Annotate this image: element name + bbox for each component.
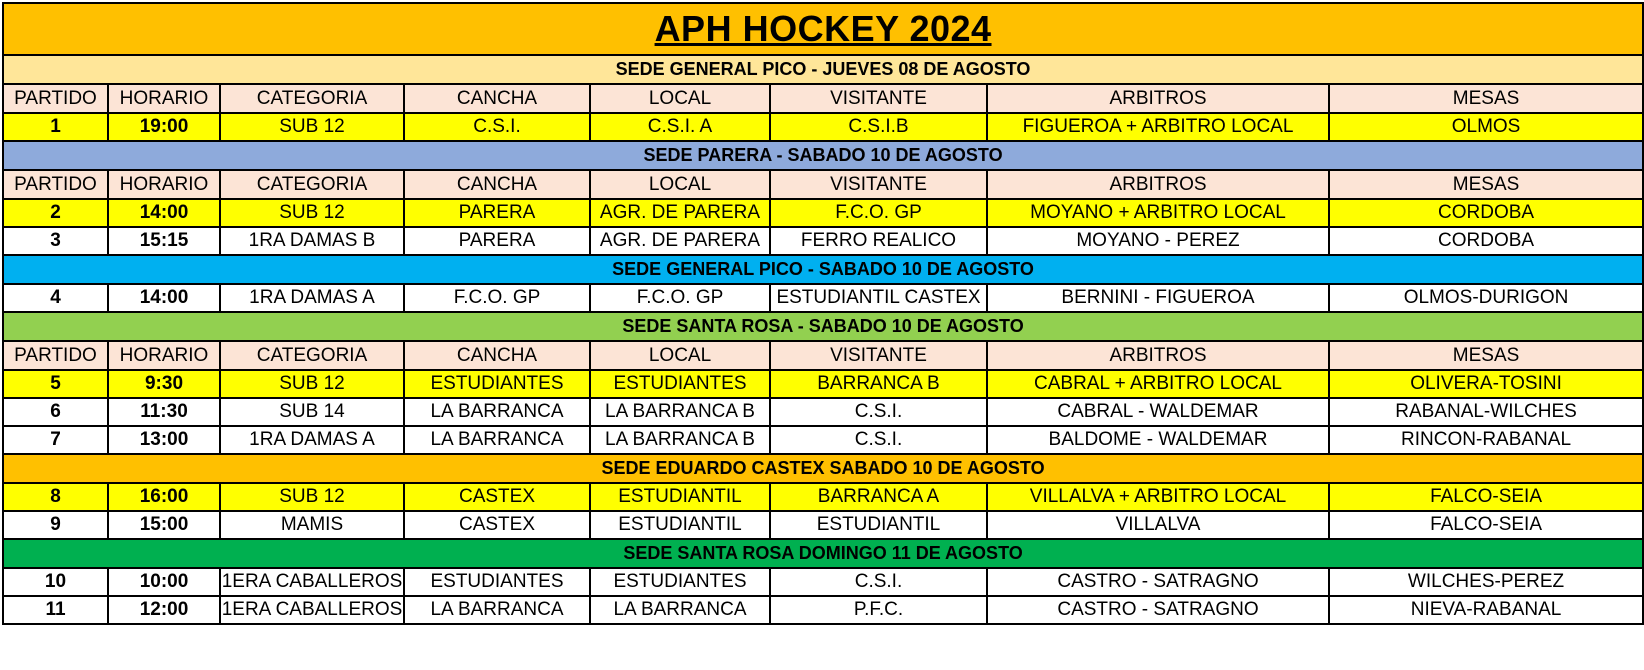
cell-horario: 11:30 (108, 398, 220, 426)
match-row (3, 426, 1643, 454)
page-title: APH HOCKEY 2024 (3, 3, 1643, 55)
cell-partido: 2 (3, 199, 108, 227)
column-header-mesas: MESAS (1329, 341, 1643, 370)
cell-horario: 15:15 (108, 227, 220, 255)
cell-horario: 14:00 (108, 284, 220, 312)
match-row (3, 511, 1643, 539)
section-title: SEDE SANTA ROSA - SABADO 10 DE AGOSTO (3, 312, 1643, 341)
column-header-cancha: CANCHA (404, 341, 590, 370)
cell-cancha: LA BARRANCA (404, 426, 590, 454)
section-title: SEDE PARERA - SABADO 10 DE AGOSTO (3, 141, 1643, 170)
cell-cancha: CASTEX (404, 511, 590, 539)
cell-visitante: C.S.I.B (770, 113, 987, 141)
cell-arbitros: MOYANO + ARBITRO LOCAL (987, 199, 1329, 227)
cell-categoria: 1ERA CABALLEROS (220, 596, 404, 624)
cell-local: AGR. DE PARERA (590, 227, 770, 255)
column-header-mesas: MESAS (1329, 170, 1643, 199)
cell-arbitros: BALDOME - WALDEMAR (987, 426, 1329, 454)
match-row (3, 113, 1643, 141)
cell-cancha: ESTUDIANTES (404, 568, 590, 596)
cell-mesas: RINCON-RABANAL (1329, 426, 1643, 454)
schedule-table (2, 2, 1644, 625)
cell-arbitros: MOYANO - PEREZ (987, 227, 1329, 255)
cell-local: ESTUDIANTIL (590, 483, 770, 511)
cell-horario: 14:00 (108, 199, 220, 227)
cell-local: F.C.O. GP (590, 284, 770, 312)
cell-arbitros: BERNINI - FIGUEROA (987, 284, 1329, 312)
cell-visitante: P.F.C. (770, 596, 987, 624)
cell-cancha: LA BARRANCA (404, 596, 590, 624)
cell-horario: 9:30 (108, 370, 220, 398)
column-header-horario: HORARIO (108, 341, 220, 370)
cell-mesas: OLMOS-DURIGON (1329, 284, 1643, 312)
cell-partido: 5 (3, 370, 108, 398)
cell-cancha: F.C.O. GP (404, 284, 590, 312)
column-header-arbitros: ARBITROS (987, 84, 1329, 113)
cell-cancha: ESTUDIANTES (404, 370, 590, 398)
cell-cancha: PARERA (404, 199, 590, 227)
column-header-partido: PARTIDO (3, 170, 108, 199)
section-row (3, 141, 1643, 170)
column-header-row (3, 341, 1643, 370)
cell-mesas: CORDOBA (1329, 199, 1643, 227)
cell-arbitros: CABRAL + ARBITRO LOCAL (987, 370, 1329, 398)
cell-categoria: 1ERA CABALLEROS (220, 568, 404, 596)
column-header-visitante: VISITANTE (770, 170, 987, 199)
cell-partido: 7 (3, 426, 108, 454)
cell-partido: 1 (3, 113, 108, 141)
column-header-arbitros: ARBITROS (987, 341, 1329, 370)
column-header-partido: PARTIDO (3, 341, 108, 370)
cell-mesas: FALCO-SEIA (1329, 511, 1643, 539)
cell-arbitros: CASTRO - SATRAGNO (987, 568, 1329, 596)
cell-categoria: SUB 12 (220, 113, 404, 141)
cell-cancha: CASTEX (404, 483, 590, 511)
column-header-local: LOCAL (590, 84, 770, 113)
match-row (3, 227, 1643, 255)
column-header-visitante: VISITANTE (770, 84, 987, 113)
cell-mesas: OLMOS (1329, 113, 1643, 141)
cell-partido: 9 (3, 511, 108, 539)
section-title: SEDE GENERAL PICO - JUEVES 08 DE AGOSTO (3, 55, 1643, 84)
cell-categoria: 1RA DAMAS A (220, 284, 404, 312)
column-header-categoria: CATEGORIA (220, 170, 404, 199)
column-header-visitante: VISITANTE (770, 341, 987, 370)
cell-horario: 13:00 (108, 426, 220, 454)
cell-cancha: C.S.I. (404, 113, 590, 141)
cell-categoria: SUB 12 (220, 370, 404, 398)
section-title: SEDE GENERAL PICO - SABADO 10 DE AGOSTO (3, 255, 1643, 284)
cell-local: LA BARRANCA B (590, 426, 770, 454)
match-row (3, 370, 1643, 398)
match-row (3, 483, 1643, 511)
cell-mesas: WILCHES-PEREZ (1329, 568, 1643, 596)
column-header-row (3, 84, 1643, 113)
cell-local: ESTUDIANTIL (590, 511, 770, 539)
cell-categoria: MAMIS (220, 511, 404, 539)
column-header-local: LOCAL (590, 170, 770, 199)
match-row (3, 596, 1643, 624)
section-row (3, 539, 1643, 568)
title-row (3, 3, 1643, 55)
column-header-mesas: MESAS (1329, 84, 1643, 113)
cell-local: C.S.I. A (590, 113, 770, 141)
cell-visitante: C.S.I. (770, 398, 987, 426)
cell-horario: 12:00 (108, 596, 220, 624)
cell-horario: 15:00 (108, 511, 220, 539)
cell-horario: 19:00 (108, 113, 220, 141)
section-row (3, 312, 1643, 341)
section-row (3, 55, 1643, 84)
cell-arbitros: CABRAL - WALDEMAR (987, 398, 1329, 426)
match-row (3, 199, 1643, 227)
cell-arbitros: CASTRO - SATRAGNO (987, 596, 1329, 624)
match-row (3, 398, 1643, 426)
match-row (3, 568, 1643, 596)
cell-partido: 8 (3, 483, 108, 511)
cell-local: ESTUDIANTES (590, 370, 770, 398)
cell-visitante: ESTUDIANTIL (770, 511, 987, 539)
cell-mesas: RABANAL-WILCHES (1329, 398, 1643, 426)
cell-partido: 3 (3, 227, 108, 255)
column-header-horario: HORARIO (108, 170, 220, 199)
column-header-cancha: CANCHA (404, 170, 590, 199)
cell-visitante: F.C.O. GP (770, 199, 987, 227)
column-header-local: LOCAL (590, 341, 770, 370)
section-row (3, 454, 1643, 483)
column-header-row (3, 170, 1643, 199)
cell-horario: 16:00 (108, 483, 220, 511)
cell-partido: 4 (3, 284, 108, 312)
cell-categoria: SUB 12 (220, 483, 404, 511)
cell-arbitros: VILLALVA + ARBITRO LOCAL (987, 483, 1329, 511)
cell-visitante: BARRANCA A (770, 483, 987, 511)
cell-categoria: 1RA DAMAS B (220, 227, 404, 255)
cell-mesas: OLIVERA-TOSINI (1329, 370, 1643, 398)
cell-partido: 10 (3, 568, 108, 596)
column-header-arbitros: ARBITROS (987, 170, 1329, 199)
cell-partido: 6 (3, 398, 108, 426)
cell-visitante: C.S.I. (770, 568, 987, 596)
match-row (3, 284, 1643, 312)
cell-visitante: ESTUDIANTIL CASTEX (770, 284, 987, 312)
section-row (3, 255, 1643, 284)
cell-visitante: FERRO REALICO (770, 227, 987, 255)
cell-cancha: PARERA (404, 227, 590, 255)
column-header-horario: HORARIO (108, 84, 220, 113)
cell-categoria: SUB 12 (220, 199, 404, 227)
cell-arbitros: FIGUEROA + ARBITRO LOCAL (987, 113, 1329, 141)
cell-arbitros: VILLALVA (987, 511, 1329, 539)
cell-categoria: 1RA DAMAS A (220, 426, 404, 454)
column-header-cancha: CANCHA (404, 84, 590, 113)
cell-local: AGR. DE PARERA (590, 199, 770, 227)
cell-local: LA BARRANCA (590, 596, 770, 624)
cell-mesas: FALCO-SEIA (1329, 483, 1643, 511)
cell-categoria: SUB 14 (220, 398, 404, 426)
cell-visitante: C.S.I. (770, 426, 987, 454)
column-header-categoria: CATEGORIA (220, 341, 404, 370)
cell-local: ESTUDIANTES (590, 568, 770, 596)
section-title: SEDE SANTA ROSA DOMINGO 11 DE AGOSTO (3, 539, 1643, 568)
cell-mesas: CORDOBA (1329, 227, 1643, 255)
column-header-categoria: CATEGORIA (220, 84, 404, 113)
cell-cancha: LA BARRANCA (404, 398, 590, 426)
cell-visitante: BARRANCA B (770, 370, 987, 398)
cell-partido: 11 (3, 596, 108, 624)
cell-local: LA BARRANCA B (590, 398, 770, 426)
column-header-partido: PARTIDO (3, 84, 108, 113)
cell-horario: 10:00 (108, 568, 220, 596)
cell-mesas: NIEVA-RABANAL (1329, 596, 1643, 624)
section-title: SEDE EDUARDO CASTEX SABADO 10 DE AGOSTO (3, 454, 1643, 483)
